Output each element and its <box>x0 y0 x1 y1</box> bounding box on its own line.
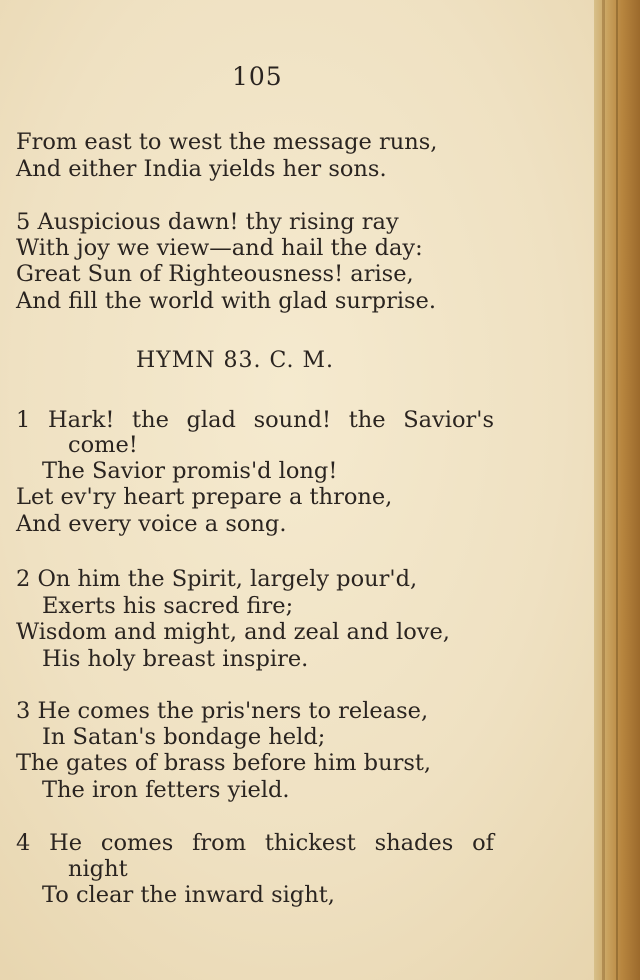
page-edge <box>594 0 640 980</box>
stanza-3-line-2: In Satan's bondage held; <box>42 724 326 750</box>
stanza-5-line-4: And fill the world with glad surprise. <box>16 288 437 314</box>
hymn-title: HYMN 83. C. M. <box>136 348 335 373</box>
stanza-4-line-1: 4 He comes from thickest shades of <box>16 830 494 856</box>
stanza-1-line-2: come! <box>68 432 138 458</box>
stanza-1-line-5: And every voice a song. <box>16 511 287 537</box>
stanza-2-line-4: His holy breast inspire. <box>42 646 309 672</box>
stanza-prev-line-2: And either India yields her sons. <box>16 156 387 182</box>
stanza-4-line-3: To clear the inward sight, <box>42 882 335 908</box>
stanza-2-line-1: 2 On him the Spirit, largely pour'd, <box>16 566 418 592</box>
stanza-prev-line-1: From east to west the message runs, <box>16 129 438 155</box>
page-number: 105 <box>232 62 283 91</box>
stanza-2-line-2: Exerts his sacred fire; <box>42 593 294 619</box>
stanza-1-line-4: Let ev'ry heart prepare a throne, <box>16 484 393 510</box>
stanza-3-line-4: The iron fetters yield. <box>42 777 290 803</box>
stanza-4-line-2: night <box>68 856 128 882</box>
stanza-5-line-2: With joy we view—and hail the day: <box>16 235 423 261</box>
stanza-2-line-3: Wisdom and might, and zeal and love, <box>16 619 450 645</box>
stanza-5-line-1: 5 Auspicious dawn! thy rising ray <box>16 209 399 235</box>
stanza-1-line-1: 1 Hark! the glad sound! the Savior's <box>16 407 494 433</box>
stanza-3-line-1: 3 He comes the pris'ners to release, <box>16 698 429 724</box>
stanza-5-line-3: Great Sun of Righteousness! arise, <box>16 261 414 287</box>
stanza-3-line-3: The gates of brass before him burst, <box>16 750 432 776</box>
stanza-1-line-3: The Savior promis'd long! <box>42 458 338 484</box>
